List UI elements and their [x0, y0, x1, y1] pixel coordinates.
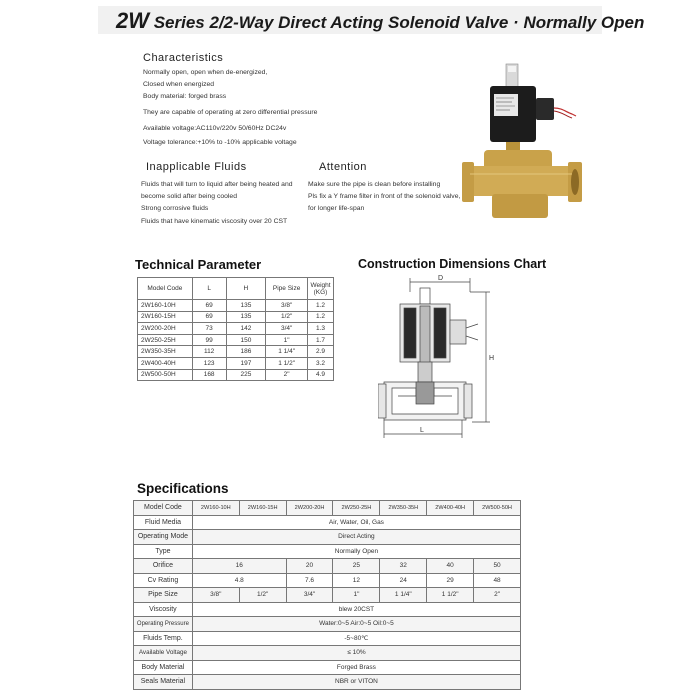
tech-col-header: Weight (KG)	[308, 278, 334, 300]
char-line: Normally open, open when de-energized,	[143, 69, 268, 76]
table-row: Fluid Media Air, Water, Oil, Gas	[134, 515, 521, 530]
construction-drawing	[378, 270, 508, 440]
inapplicable-line: Fluids that will turn to liquid after being heated and	[141, 181, 293, 188]
table-row: 2W400-40H 123 197 1 1/2" 3.2	[138, 357, 334, 369]
tech-col-header: L	[192, 278, 226, 300]
char-line: Closed when energized	[143, 81, 215, 89]
attention-text	[308, 179, 460, 216]
title-series: 2W	[116, 8, 149, 33]
table-row: 2W160-15H 69 135 1/2" 1.2	[138, 311, 334, 323]
technical-heading: Technical Parameter	[135, 257, 262, 272]
inapplicable-heading: Inapplicable Fluids	[146, 161, 247, 173]
table-row: Operating Mode Direct Acting	[134, 530, 521, 545]
inapplicable-line: Fluids that have kinematic viscosity over 20 CST	[141, 217, 288, 225]
table-row: Operating Pressure Water:0~5 Air:0~5 Oil:0~5	[134, 617, 521, 632]
title-text: Series 2/2-Way Direct Acting Solenoid Valve · Normally Open	[149, 13, 645, 32]
table-row: Pipe Size 3/8" 1/2" 3/4" 1" 1 1/4" 1 1/2" 2"	[134, 588, 521, 603]
table-row: Model Code 2W160-10H 2W160-15H 2W200-20H 2W250-25H 2W350-35H 2W400-40H 2W500-50H	[134, 501, 521, 516]
table-row: Viscosity blew 20CST	[134, 602, 521, 617]
table-row: Fluids Temp. -5~80℃	[134, 631, 521, 646]
dim-label-h: H	[489, 355, 495, 362]
char-line: Available voltage:AC110v/220v 50/60Hz DC24v	[143, 124, 287, 132]
table-row: 2W350-35H 112 186 1 1/4" 2.9	[138, 346, 334, 358]
table-row: Cv Rating 4.8 7.6 12 24 29 48	[134, 573, 521, 588]
char-line: They are capable of operating at zero differential pressure	[143, 108, 318, 116]
inapplicable-line: become solid after being cooled	[141, 193, 237, 201]
table-row: 2W500-50H 168 225 2" 4.9	[138, 369, 334, 381]
characteristics-heading: Characteristics	[143, 52, 224, 64]
attention-line: Make sure the pipe is clean before installing	[308, 181, 441, 188]
attention-heading: Attention	[319, 161, 367, 173]
tech-col-header: Pipe Size	[266, 278, 308, 300]
table-row: Body Material Forged Brass	[134, 660, 521, 675]
characteristics-text	[143, 67, 317, 149]
table-row: Available Voltage ≤ 10%	[134, 646, 521, 661]
dim-label-d: D	[438, 275, 444, 282]
specifications-heading: Specifications	[137, 481, 229, 496]
table-row: 2W160-10H 69 135 3/8" 1.2	[138, 300, 334, 312]
construction-heading: Construction Dimensions Chart	[358, 257, 547, 271]
technical-table	[137, 277, 334, 381]
char-line: Body material: forged brass	[143, 93, 227, 101]
table-row: 2W200-20H 73 142 3/4" 1.3	[138, 323, 334, 335]
char-line: Voltage tolerance:+10% to -10% applicable voltage	[143, 139, 297, 147]
attention-line: for longer life-span	[308, 205, 365, 213]
tech-col-header: Model Code	[138, 278, 193, 300]
dim-label-l: L	[420, 427, 424, 434]
specifications-table	[133, 500, 521, 690]
valve-photo	[462, 62, 582, 224]
inapplicable-text	[141, 179, 293, 228]
page-title	[116, 8, 644, 34]
table-row: 2W250-25H 99 150 1" 1.7	[138, 334, 334, 346]
table-row: Type Normally Open	[134, 544, 521, 559]
table-row: Seals Material NBR or VITON	[134, 675, 521, 690]
inapplicable-line: Strong corrosive fluids	[141, 205, 209, 213]
attention-line: Pls fix a Y frame filter in front of the solenoid valve,	[308, 193, 461, 201]
tech-col-header: H	[226, 278, 266, 300]
table-row: Orifice 16 20 25 32 40 50	[134, 559, 521, 574]
